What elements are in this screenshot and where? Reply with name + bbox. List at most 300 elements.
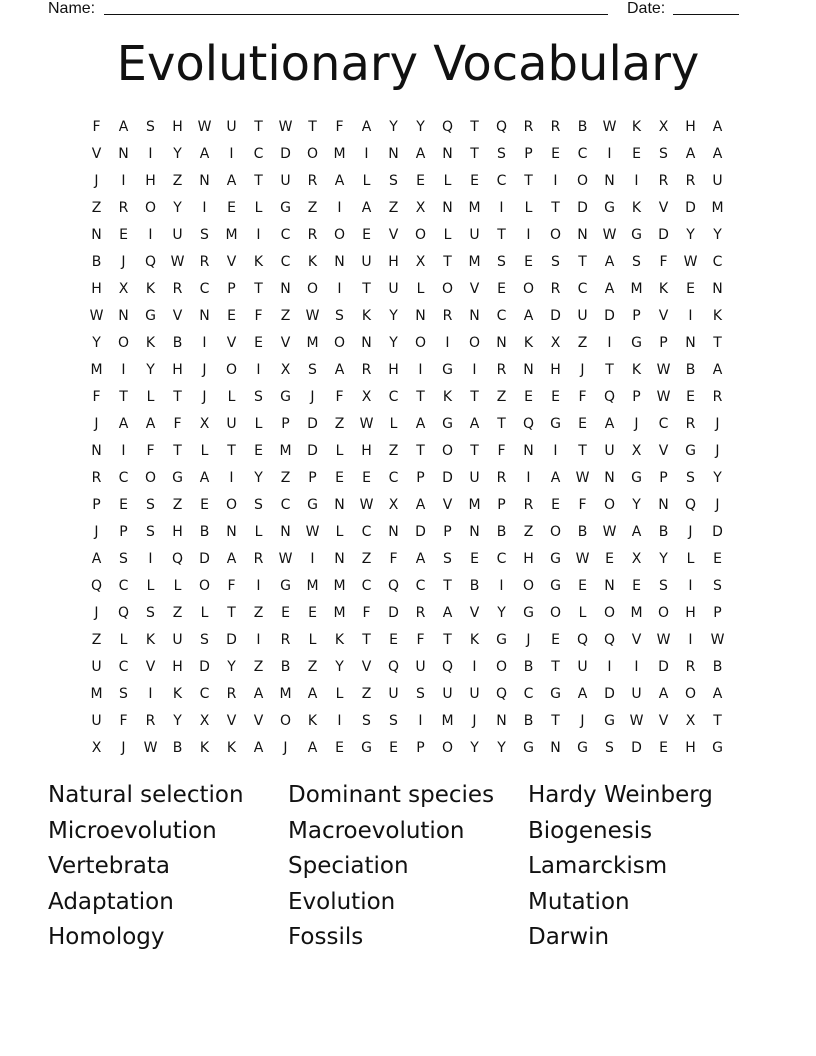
grid-letter: S <box>389 172 398 189</box>
grid-letter: I <box>256 361 261 378</box>
grid-letter: I <box>121 361 126 378</box>
grid-letter: Q <box>90 577 103 594</box>
grid-letter: B <box>280 658 291 675</box>
grid-letter: P <box>524 145 533 162</box>
grid-letter: Y <box>686 226 695 243</box>
grid-letter: Z <box>280 469 291 486</box>
grid-letter: C <box>118 577 129 594</box>
grid-letter: I <box>256 226 261 243</box>
grid-letter: R <box>118 199 129 216</box>
grid-letter: F <box>92 118 101 135</box>
grid-letter: Y <box>173 712 182 729</box>
grid-letter: Z <box>496 388 507 405</box>
grid-letter: O <box>225 361 238 378</box>
grid-letter: C <box>280 253 291 270</box>
grid-letter: R <box>199 253 210 270</box>
grid-letter: S <box>497 253 506 270</box>
grid-letter: S <box>254 496 263 513</box>
grid-letter: Q <box>495 685 508 702</box>
grid-letter: J <box>310 388 315 405</box>
grid-letter: O <box>603 496 616 513</box>
grid-letter: U <box>712 172 723 189</box>
grid-letter: Y <box>173 199 182 216</box>
grid-letter: L <box>416 280 425 297</box>
grid-letter: E <box>389 631 398 648</box>
grid-letter: W <box>602 226 617 243</box>
grid-letter: O <box>684 685 697 702</box>
grid-letter: U <box>361 253 372 270</box>
grid-letter: U <box>280 172 291 189</box>
grid-letter: Y <box>416 118 425 135</box>
grid-letter: E <box>119 496 128 513</box>
grid-letter: V <box>172 307 183 324</box>
grid-letter: W <box>305 523 320 540</box>
grid-letter: R <box>307 226 318 243</box>
grid-letter: T <box>605 361 614 378</box>
grid-letter: Z <box>280 307 291 324</box>
grid-letter: U <box>442 685 453 702</box>
grid-letter: W <box>575 469 590 486</box>
grid-letter: Z <box>307 658 318 675</box>
grid-letter: I <box>607 658 612 675</box>
grid-letter: I <box>256 631 261 648</box>
grid-letter: I <box>553 442 558 459</box>
grid-letter: J <box>94 415 99 432</box>
grid-letter: B <box>199 523 210 540</box>
grid-letter: O <box>198 577 211 594</box>
grid-letter: I <box>634 172 639 189</box>
grid-letter: O <box>495 658 508 675</box>
grid-row <box>83 464 733 491</box>
grid-letter: M <box>333 577 346 594</box>
grid-letter: V <box>253 712 264 729</box>
grid-letter: H <box>685 739 696 756</box>
grid-letter: K <box>145 334 156 351</box>
grid-letter: M <box>468 199 481 216</box>
grid-letter: F <box>119 712 128 729</box>
grid-letter: T <box>578 442 587 459</box>
grid-letter: A <box>361 199 372 216</box>
grid-letter: D <box>658 658 669 675</box>
grid-letter: E <box>551 145 560 162</box>
grid-row <box>83 167 733 194</box>
grid-letter: N <box>388 523 399 540</box>
grid-letter: W <box>710 631 725 648</box>
grid-letter: R <box>550 280 561 297</box>
grid-letter: X <box>199 712 210 729</box>
grid-letter: X <box>199 415 210 432</box>
grid-letter: Z <box>361 550 372 567</box>
grid-letter: T <box>713 712 722 729</box>
grid-letter: T <box>362 631 371 648</box>
grid-letter: C <box>388 388 399 405</box>
grid-letter: N <box>469 523 480 540</box>
grid-letter: T <box>551 199 560 216</box>
grid-letter: Z <box>172 604 183 621</box>
grid-letter: W <box>89 307 104 324</box>
grid-letter: W <box>197 118 212 135</box>
grid-letter: A <box>145 415 156 432</box>
grid-letter: D <box>550 307 561 324</box>
grid-letter: L <box>173 577 182 594</box>
grid-letter: P <box>659 469 668 486</box>
grid-letter: G <box>523 739 534 756</box>
grid-letter: N <box>388 145 399 162</box>
grid-letter: R <box>685 658 696 675</box>
grid-letter: F <box>227 577 236 594</box>
word-list-item: Dominant species <box>288 782 495 808</box>
word-list-item: Speciation <box>288 853 409 880</box>
grid-letter: R <box>307 172 318 189</box>
grid-letter: A <box>226 550 237 567</box>
grid-letter: N <box>91 442 102 459</box>
grid-letter: S <box>659 145 668 162</box>
grid-letter: B <box>658 523 669 540</box>
grid-letter: K <box>253 253 264 270</box>
grid-letter: Y <box>146 361 155 378</box>
grid-letter: D <box>577 199 588 216</box>
grid-letter: K <box>442 388 453 405</box>
grid-letter: K <box>361 307 372 324</box>
grid-letter: E <box>686 280 695 297</box>
grid-letter: E <box>119 226 128 243</box>
grid-letter: I <box>121 172 126 189</box>
grid-letter: T <box>578 253 587 270</box>
grid-letter: N <box>415 307 426 324</box>
grid-letter: C <box>658 415 669 432</box>
grid-letter: X <box>631 550 642 567</box>
grid-letter: E <box>335 739 344 756</box>
grid-letter: W <box>656 388 671 405</box>
grid-letter: G <box>280 577 291 594</box>
grid-letter: O <box>144 469 157 486</box>
grid-letter: M <box>306 334 319 351</box>
grid-letter: A <box>415 145 426 162</box>
grid-letter: B <box>577 523 588 540</box>
grid-letter: T <box>254 172 263 189</box>
grid-letter: C <box>496 307 507 324</box>
grid-letter: S <box>254 388 263 405</box>
grid-row <box>83 518 733 545</box>
grid-letter: A <box>118 415 129 432</box>
grid-letter: S <box>416 685 425 702</box>
grid-letter: O <box>414 334 427 351</box>
grid-letter: E <box>281 604 290 621</box>
grid-letter: N <box>334 253 345 270</box>
grid-letter: C <box>280 226 291 243</box>
grid-letter: A <box>577 685 588 702</box>
grid-row <box>83 275 733 302</box>
grid-letter: E <box>254 334 263 351</box>
grid-letter: E <box>713 550 722 567</box>
grid-letter: R <box>550 118 561 135</box>
word-list-item: Hardy Weinberg <box>528 782 713 808</box>
grid-letter: S <box>146 604 155 621</box>
grid-letter: B <box>469 577 480 594</box>
grid-letter: U <box>604 442 615 459</box>
grid-letter: S <box>308 361 317 378</box>
grid-letter: J <box>715 415 720 432</box>
grid-letter: G <box>604 199 615 216</box>
header-line <box>48 0 748 18</box>
grid-letter: W <box>278 118 293 135</box>
word-list-item: Adaptation <box>48 888 174 915</box>
grid-letter: C <box>361 577 372 594</box>
grid-letter: H <box>550 361 561 378</box>
grid-letter: V <box>280 334 291 351</box>
grid-letter: E <box>524 388 533 405</box>
grid-letter: S <box>659 577 668 594</box>
grid-letter: E <box>524 253 533 270</box>
grid-letter: A <box>226 172 237 189</box>
grid-letter: K <box>712 307 723 324</box>
grid-letter: N <box>496 334 507 351</box>
grid-letter: J <box>472 712 477 729</box>
grid-letter: V <box>469 604 480 621</box>
grid-letter: W <box>359 415 374 432</box>
grid-letter: N <box>523 442 534 459</box>
grid-letter: B <box>496 523 507 540</box>
grid-letter: K <box>199 739 210 756</box>
word-list-item: Lamarckism <box>528 853 668 880</box>
grid-letter: U <box>91 658 102 675</box>
grid-letter: I <box>634 658 639 675</box>
grid-letter: L <box>335 523 344 540</box>
grid-letter: U <box>415 658 426 675</box>
word-list <box>48 778 768 956</box>
grid-letter: T <box>227 604 236 621</box>
grid-letter: R <box>523 496 534 513</box>
grid-letter: R <box>253 550 264 567</box>
grid-letter: H <box>523 550 534 567</box>
grid-letter: E <box>362 469 371 486</box>
grid-letter: K <box>172 685 183 702</box>
grid-letter: W <box>305 307 320 324</box>
grid-letter: N <box>604 469 615 486</box>
grid-letter: W <box>683 253 698 270</box>
grid-letter: F <box>497 442 506 459</box>
grid-letter: G <box>631 226 642 243</box>
grid-letter: N <box>199 307 210 324</box>
page-title: Evolutionary Vocabulary <box>116 36 700 92</box>
grid-letter: U <box>91 712 102 729</box>
grid-letter: S <box>146 496 155 513</box>
grid-letter: D <box>415 523 426 540</box>
grid-letter: C <box>415 577 426 594</box>
grid-letter: M <box>468 253 481 270</box>
grid-letter: B <box>91 253 102 270</box>
grid-row <box>83 140 733 167</box>
grid-letter: C <box>253 145 264 162</box>
grid-row <box>83 302 733 329</box>
grid-letter: Q <box>603 388 616 405</box>
grid-letter: E <box>632 145 641 162</box>
grid-letter: S <box>146 118 155 135</box>
grid-letter: M <box>468 496 481 513</box>
grid-letter: X <box>388 496 399 513</box>
grid-letter: G <box>145 307 156 324</box>
grid-letter: L <box>362 172 371 189</box>
grid-letter: U <box>388 280 399 297</box>
grid-letter: S <box>119 685 128 702</box>
grid-letter: O <box>117 334 130 351</box>
grid-letter: L <box>254 415 263 432</box>
grid-letter: S <box>632 253 641 270</box>
grid-letter: G <box>550 550 561 567</box>
grid-letter: Z <box>334 415 345 432</box>
grid-letter: A <box>604 253 615 270</box>
grid-letter: Z <box>388 442 399 459</box>
grid-letter: R <box>91 469 102 486</box>
grid-letter: N <box>523 361 534 378</box>
grid-letter: V <box>145 658 156 675</box>
grid-letter: I <box>148 550 153 567</box>
grid-letter: A <box>253 739 264 756</box>
grid-letter: B <box>712 658 723 675</box>
grid-letter: G <box>550 577 561 594</box>
grid-letter: A <box>334 361 345 378</box>
grid-letter: W <box>602 523 617 540</box>
grid-letter: T <box>362 280 371 297</box>
grid-letter: I <box>526 469 531 486</box>
grid-letter: A <box>658 685 669 702</box>
grid-letter: J <box>634 415 639 432</box>
grid-row <box>83 383 733 410</box>
grid-letter: R <box>496 361 507 378</box>
grid-letter: N <box>334 496 345 513</box>
grid-letter: V <box>388 226 399 243</box>
grid-letter: S <box>389 712 398 729</box>
grid-letter: U <box>226 118 237 135</box>
grid-letter: N <box>604 172 615 189</box>
grid-letter: Z <box>307 199 318 216</box>
grid-letter: R <box>523 118 534 135</box>
grid-letter: W <box>656 361 671 378</box>
grid-letter: X <box>685 712 696 729</box>
word-list-item: Homology <box>48 924 165 951</box>
grid-letter: I <box>148 685 153 702</box>
grid-letter: V <box>226 334 237 351</box>
grid-letter: K <box>145 280 156 297</box>
grid-letter: A <box>253 685 264 702</box>
grid-letter: I <box>337 199 342 216</box>
grid-letter: X <box>658 118 669 135</box>
grid-letter: O <box>441 280 454 297</box>
grid-letter: H <box>388 361 399 378</box>
grid-letter: M <box>630 604 643 621</box>
grid-letter: L <box>200 442 209 459</box>
grid-letter: N <box>469 307 480 324</box>
grid-letter: A <box>199 469 210 486</box>
grid-letter: D <box>307 442 318 459</box>
grid-letter: C <box>577 280 588 297</box>
grid-letter: N <box>91 226 102 243</box>
grid-letter: H <box>361 442 372 459</box>
grid-letter: A <box>307 685 318 702</box>
grid-letter: E <box>605 550 614 567</box>
grid-letter: F <box>335 388 344 405</box>
grid-letter: D <box>604 685 615 702</box>
grid-letter: A <box>415 550 426 567</box>
grid-letter: Y <box>497 739 506 756</box>
grid-letter: W <box>143 739 158 756</box>
grid-letter: G <box>523 604 534 621</box>
grid-row <box>83 572 733 599</box>
grid-letter: Q <box>387 577 400 594</box>
grid-letter: D <box>442 469 453 486</box>
grid-letter: Y <box>335 658 344 675</box>
grid-letter: N <box>577 226 588 243</box>
grid-letter: E <box>632 577 641 594</box>
grid-letter: O <box>306 145 319 162</box>
grid-letter: T <box>551 712 560 729</box>
grid-letter: G <box>712 739 723 756</box>
grid-letter: G <box>577 739 588 756</box>
grid-letter: E <box>362 226 371 243</box>
grid-letter: M <box>333 145 346 162</box>
grid-letter: B <box>577 118 588 135</box>
grid-letter: E <box>389 739 398 756</box>
grid-letter: E <box>551 388 560 405</box>
grid-row <box>83 329 733 356</box>
grid-letter: V <box>658 199 669 216</box>
grid-letter: T <box>470 145 479 162</box>
grid-letter: R <box>685 415 696 432</box>
grid-letter: N <box>280 280 291 297</box>
grid-row <box>83 491 733 518</box>
grid-row <box>83 410 733 437</box>
grid-letter: N <box>226 523 237 540</box>
grid-letter: O <box>441 739 454 756</box>
grid-letter: Y <box>227 658 236 675</box>
grid-letter: I <box>256 577 261 594</box>
grid-letter: O <box>144 199 157 216</box>
grid-letter: C <box>496 172 507 189</box>
grid-letter: N <box>685 334 696 351</box>
grid-letter: M <box>441 712 454 729</box>
grid-letter: K <box>145 631 156 648</box>
grid-letter: E <box>308 604 317 621</box>
grid-letter: F <box>416 631 425 648</box>
grid-letter: P <box>713 604 722 621</box>
grid-letter: P <box>281 415 290 432</box>
grid-letter: Q <box>576 631 589 648</box>
grid-letter: Z <box>361 685 372 702</box>
grid-letter: H <box>145 172 156 189</box>
grid-letter: P <box>659 334 668 351</box>
grid-letter: K <box>334 631 345 648</box>
grid-letter: H <box>685 118 696 135</box>
grid-letter: O <box>279 712 292 729</box>
grid-letter: A <box>307 739 318 756</box>
grid-letter: Y <box>92 334 101 351</box>
grid-letter: U <box>172 226 183 243</box>
grid-row <box>83 113 733 140</box>
grid-letter: H <box>172 361 183 378</box>
grid-letter: N <box>361 334 372 351</box>
grid-letter: J <box>580 712 585 729</box>
grid-letter: U <box>577 307 588 324</box>
grid-letter: L <box>254 523 263 540</box>
grid-letter: O <box>549 604 562 621</box>
grid-letter: S <box>335 307 344 324</box>
grid-letter: P <box>308 469 317 486</box>
grid-letter: X <box>91 739 102 756</box>
grid-letter: S <box>119 550 128 567</box>
grid-letter: X <box>415 199 426 216</box>
word-list-item: Macroevolution <box>288 817 465 844</box>
grid-row <box>83 248 733 275</box>
